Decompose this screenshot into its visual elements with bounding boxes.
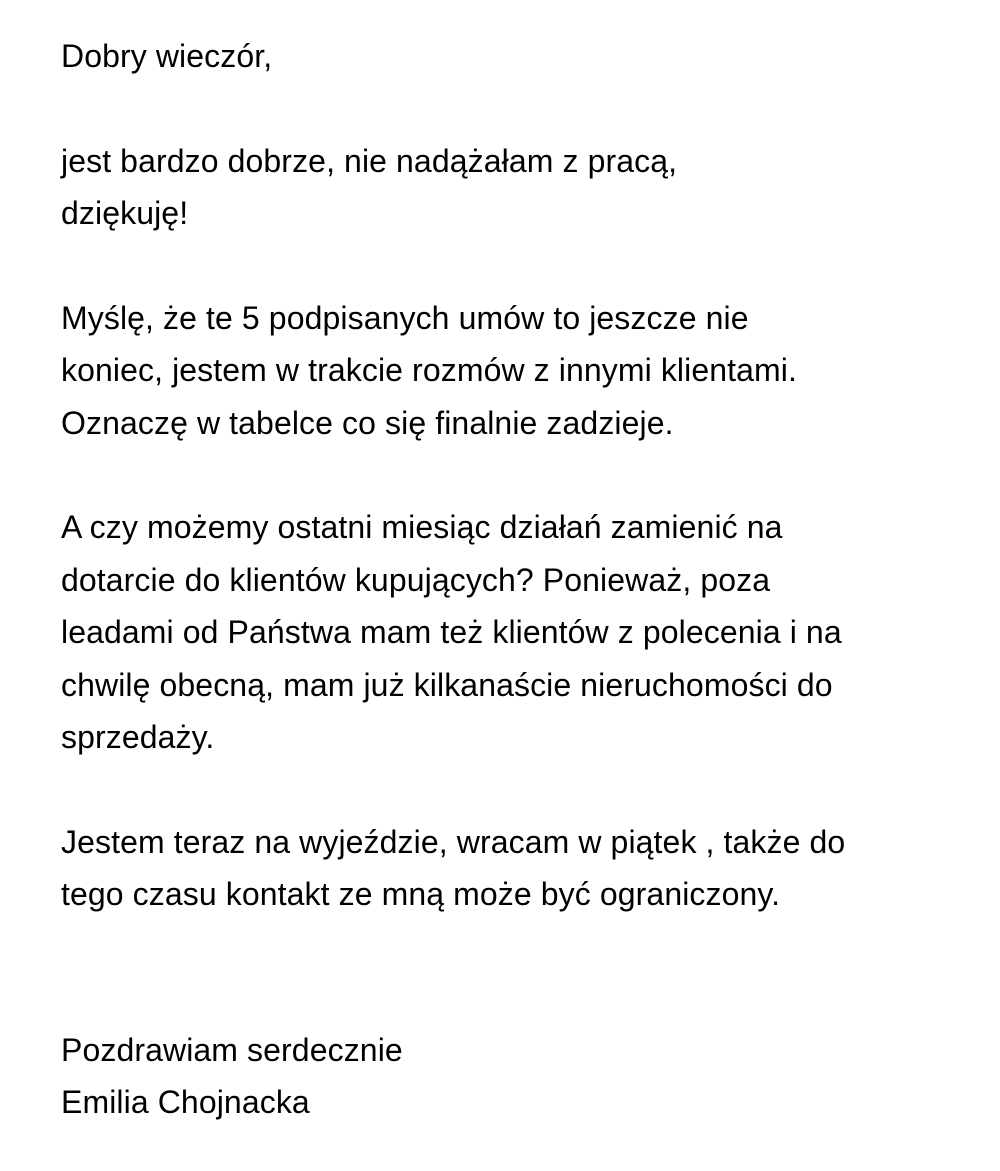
closing-text: Pozdrawiam serdecznie [61,1031,403,1068]
paragraph-2-line-3: Oznaczę w tabelce co się finalnie zadzieje. [61,404,674,441]
paragraph-spacer [61,240,961,292]
signature-name: Emilia Chojnacka [61,1084,310,1120]
paragraph-3-line-2: dotarcie do klientów kupujących? Ponieważ, poza [61,561,771,598]
paragraph-3 [61,501,961,764]
paragraph-1 [61,135,961,240]
paragraph-3-line-4: chwilę obecną, mam już kilkanaście nieruchomości do [61,666,833,703]
paragraph-2 [61,292,961,450]
paragraph-1-line-2: dziękuję! [61,195,189,231]
paragraph-spacer [61,83,961,135]
paragraph-spacer [61,449,961,501]
paragraph-3-line-5: sprzedaży. [61,719,215,755]
email-body [61,30,961,1129]
paragraph-3-line-1: A czy możemy ostatni miesiąc działań zamienić na [61,509,783,545]
paragraph-4 [61,816,961,921]
paragraph-spacer [61,764,961,816]
paragraph-2-line-1: Myślę, że te 5 podpisanych umów to jeszcze nie [61,299,749,336]
paragraph-3-line-3: leadami od Państwa mam też klientów z polecenia i na [61,614,842,650]
paragraph-4-line-2: tego czasu kontakt ze mną może być ograniczony. [61,876,781,912]
signature-spacer [61,921,961,1024]
paragraph-4-line-1: Jestem teraz na wyjeździe, wracam w piątek , także do [61,823,846,860]
greeting-text: Dobry wieczór, [61,38,273,74]
paragraph-1-line-1: jest bardzo dobrze, nie nadążałam z pracą, [61,142,678,179]
paragraph-2-line-2: koniec, jestem w trakcie rozmów z innymi klientami. [61,352,797,388]
signature-block [61,1024,961,1129]
